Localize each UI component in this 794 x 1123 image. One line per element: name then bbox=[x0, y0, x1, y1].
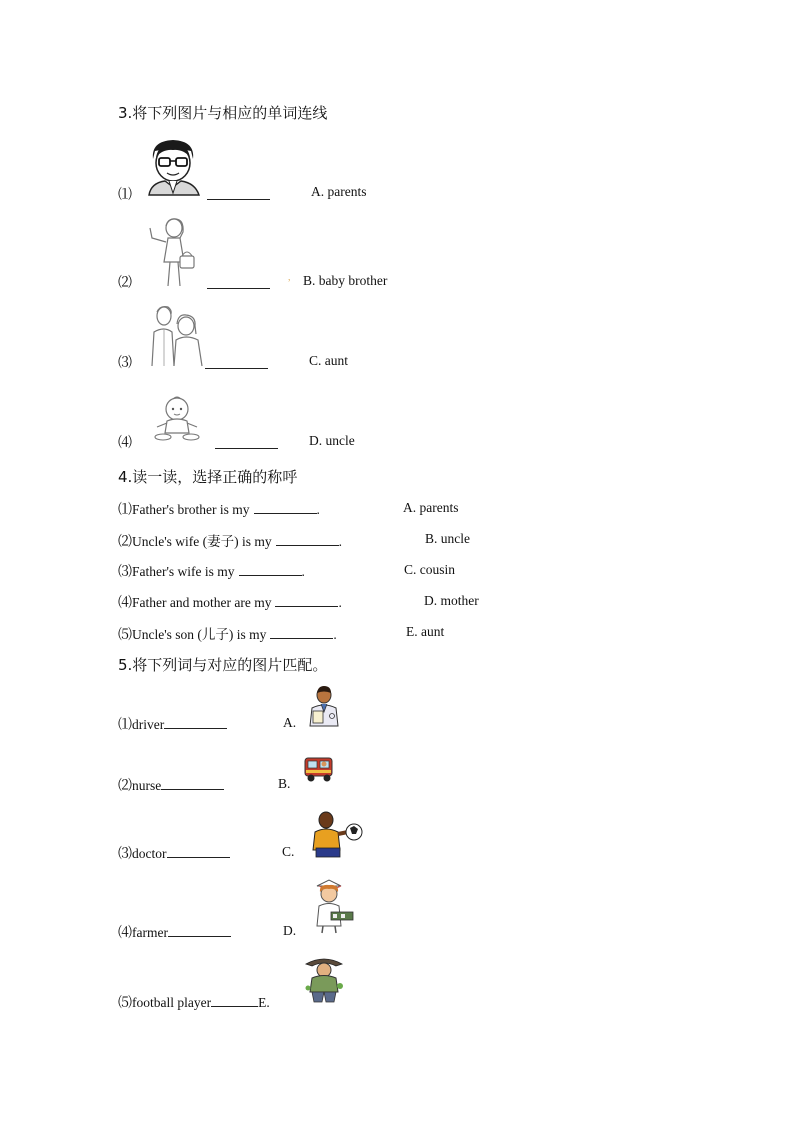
answer-blank[interactable] bbox=[167, 843, 230, 858]
question-text: Uncle's wife (妻子) is my bbox=[132, 534, 272, 549]
item-number: ⑶ bbox=[118, 564, 132, 580]
word-text: football player bbox=[132, 995, 212, 1010]
question-row bbox=[118, 561, 305, 581]
item-number: ⑴ bbox=[118, 187, 132, 203]
picture-letter: C. bbox=[282, 844, 295, 859]
answer-blank[interactable] bbox=[270, 624, 333, 639]
answer-blank[interactable] bbox=[161, 775, 224, 790]
word-text: farmer bbox=[132, 925, 168, 940]
question-row bbox=[118, 623, 337, 644]
section5-title: 5.将下列词与对应的图片匹配。 bbox=[118, 656, 328, 674]
period: . bbox=[316, 502, 320, 517]
doctor-illustration bbox=[304, 684, 344, 728]
period: . bbox=[338, 595, 342, 610]
question-text: Father and mother are my bbox=[132, 595, 272, 610]
match-row bbox=[118, 992, 270, 1012]
question-row bbox=[118, 530, 342, 551]
match-row bbox=[118, 922, 231, 942]
answer-blank[interactable] bbox=[164, 714, 227, 729]
option-label: B. uncle bbox=[425, 531, 470, 546]
word-text: doctor bbox=[132, 846, 167, 861]
football-player-illustration bbox=[308, 810, 364, 858]
word-text: nurse bbox=[132, 778, 162, 793]
question-row bbox=[118, 499, 320, 519]
answer-blank[interactable] bbox=[239, 561, 302, 576]
man-with-glasses-illustration bbox=[145, 137, 201, 197]
match-row bbox=[118, 714, 227, 734]
answer-blank[interactable] bbox=[276, 531, 339, 546]
picture-letter: D. bbox=[283, 923, 297, 938]
answer-blank[interactable] bbox=[207, 274, 270, 289]
word-text: driver bbox=[132, 717, 165, 732]
item-number: ⑴ bbox=[118, 502, 132, 518]
answer-blank[interactable] bbox=[205, 354, 268, 369]
question-text: Father's brother is my bbox=[132, 502, 250, 517]
question-row bbox=[118, 592, 342, 612]
option-label: A. parents bbox=[403, 500, 459, 515]
answer-blank[interactable] bbox=[275, 592, 338, 607]
picture-letter: E. bbox=[258, 995, 270, 1010]
option-label: B. baby brother bbox=[303, 273, 388, 288]
farmer-illustration bbox=[302, 952, 346, 1004]
option-label: D. uncle bbox=[309, 433, 355, 448]
picture-letter: B. bbox=[278, 776, 291, 791]
item-number: ⑵ bbox=[118, 275, 132, 291]
woman-with-handbag-illustration bbox=[146, 216, 204, 288]
item-number: ⑶ bbox=[118, 355, 132, 371]
answer-blank[interactable] bbox=[215, 434, 278, 449]
item-number: ⑵ bbox=[118, 778, 132, 794]
item-number: ⑷ bbox=[118, 595, 132, 611]
period: . bbox=[338, 534, 343, 549]
couple-illustration bbox=[146, 304, 206, 368]
option-label: C. cousin bbox=[404, 562, 456, 577]
item-number: ⑶ bbox=[118, 846, 132, 862]
period: . bbox=[333, 627, 337, 642]
option-label: C. aunt bbox=[309, 353, 348, 368]
answer-blank[interactable] bbox=[211, 992, 258, 1007]
item-number: ⑵ bbox=[118, 534, 132, 550]
period: . bbox=[301, 564, 305, 579]
item-number: ⑷ bbox=[118, 925, 132, 941]
bus-illustration bbox=[302, 752, 336, 786]
answer-blank[interactable] bbox=[168, 922, 231, 937]
answer-blank[interactable] bbox=[207, 185, 270, 200]
item-number: ⑷ bbox=[118, 435, 132, 451]
option-label: A. parents bbox=[311, 184, 367, 199]
picture-letter: A. bbox=[283, 715, 297, 730]
question-text: Father's wife is my bbox=[132, 564, 235, 579]
match-row bbox=[118, 843, 230, 863]
option-label: D. mother bbox=[424, 593, 479, 608]
answer-blank[interactable] bbox=[254, 499, 317, 514]
item-number: ⑸ bbox=[118, 627, 132, 643]
section3-title: 3.将下列图片与相应的单词连线 bbox=[118, 104, 328, 122]
nurse-illustration bbox=[307, 876, 359, 934]
option-label: E. aunt bbox=[406, 624, 445, 639]
match-row bbox=[118, 775, 224, 795]
section4-title: 4.读一读，选择正确的称呼 bbox=[118, 468, 298, 486]
baby-illustration bbox=[153, 393, 203, 443]
item-number: ⑴ bbox=[118, 717, 132, 733]
question-text: Uncle's son (儿子) is my bbox=[132, 627, 267, 642]
stray-mark: , bbox=[288, 272, 291, 283]
item-number: ⑸ bbox=[118, 995, 132, 1011]
